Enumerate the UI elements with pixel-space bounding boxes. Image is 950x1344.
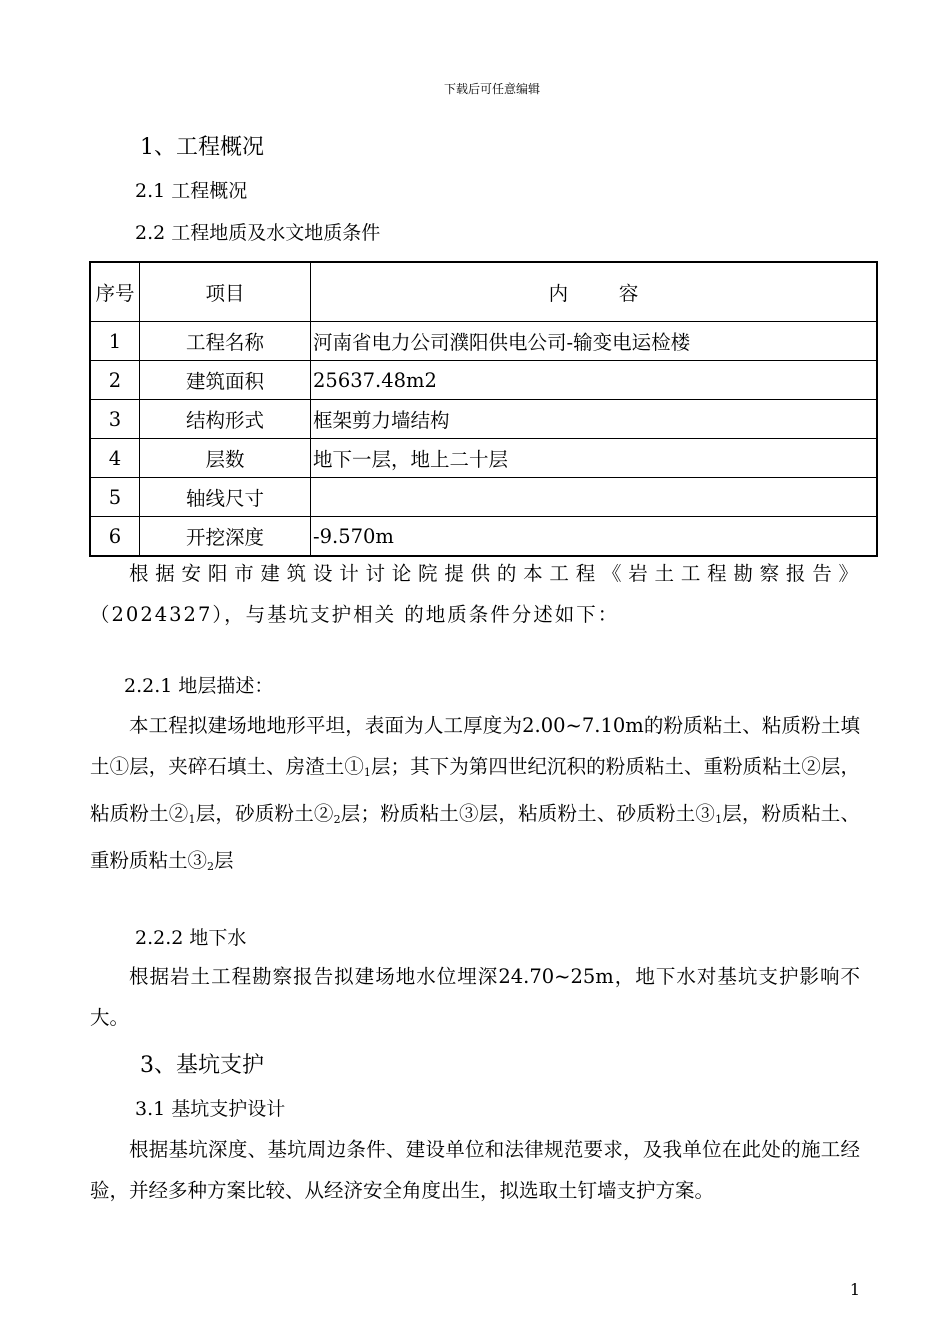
strata-paragraph: 本工程拟建场地地形平坦，表面为人工厚度为2.00~7.10m的粉质粘土、粘质粉土填土①层，夹碎石填土、房渣土$①_1$层；其下为第四世纪沉积的粉质粘土、重粉质粘土②层，粘质粉土$②_1$层，砂质粉土$②_2$层；粉质粘土③层，粘质粉土、砂质粉土$③_1$层，粉质粘土、重粉质粘土$③_2$层 [90,714,860,873]
row-item: 建筑面积 [140,361,311,400]
subsection-2-2-2: 2.2.2 地下水 [135,927,247,949]
row-item: 开挖深度 [140,517,311,557]
row-content [311,478,878,517]
row-item: 结构形式 [140,400,311,439]
table-row [90,361,877,400]
row-index: 1 [90,322,140,361]
table-row [90,478,877,517]
row-index: 6 [90,517,140,557]
table-row [90,400,877,439]
subsection-2-1: 2.1 工程概况 [135,180,248,202]
intro-paragraph: 根据安阳市建筑设计讨论院提供的本工程《岩土工程勘察报告》（2024327），与基坑支护相关 的地质条件分述如下： [90,562,860,626]
header-index: 序号 [90,262,140,322]
page-number: 1 [849,1280,860,1299]
subsection-2-2-1: 2.2.1 地层描述： [124,675,274,697]
subsection-2-2: 2.2 工程地质及水文地质条件 [135,222,381,244]
row-index: 5 [90,478,140,517]
row-item: 轴线尺寸 [140,478,311,517]
row-index: 2 [90,361,140,400]
project-info-table [89,261,878,557]
groundwater-paragraph: 根据岩土工程勘察报告拟建场地水位埋深24.70~25m，地下水对基坑支护影响不大。 [90,965,860,1029]
table-row [90,517,877,557]
page-header: 下载后可任意编辑 [443,82,540,96]
row-content: 地下一层，地上二十层 [311,439,878,478]
design-paragraph: 根据基坑深度、基坑周边条件、建设单位和法律规范要求，及我单位在此处的施工经验，并经多种方案比较、从经济安全角度出生，拟选取土钉墙支护方案。 [90,1138,860,1202]
section-3-title: 3、基坑支护 [140,1053,264,1078]
table-header-row [90,262,877,322]
subsection-3-1: 3.1 基坑支护设计 [135,1098,286,1120]
section-1-title: 1、工程概况 [140,135,264,160]
row-content: 框架剪力墙结构 [311,400,878,439]
row-index: 4 [90,439,140,478]
row-index: 3 [90,400,140,439]
header-item: 项目 [140,262,311,322]
row-item: 工程名称 [140,322,311,361]
row-content: 河南省电力公司濮阳供电公司-输变电运检楼 [311,322,878,361]
row-content: -9.570m [311,517,878,557]
header-content: 内容 [311,262,878,322]
table-row [90,322,877,361]
row-item: 层数 [140,439,311,478]
row-content: 25637.48m2 [311,361,878,400]
table-row [90,439,877,478]
